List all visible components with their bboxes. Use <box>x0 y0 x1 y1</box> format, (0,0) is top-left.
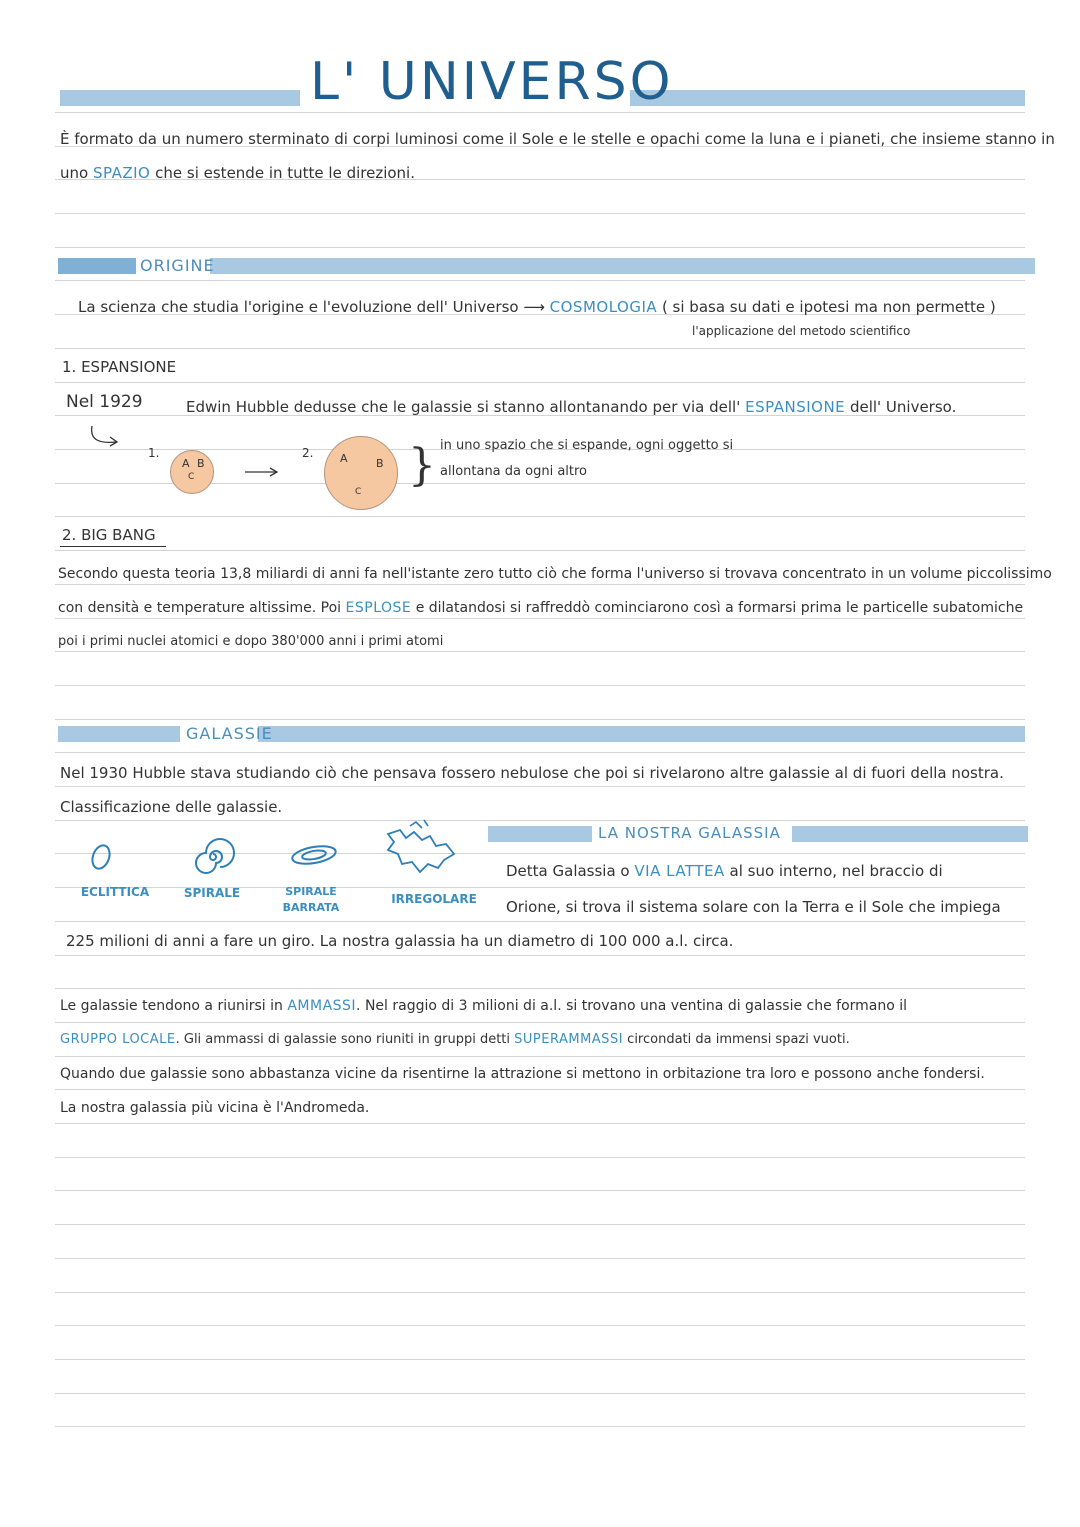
origine-line <box>78 298 996 316</box>
ruled-line <box>55 820 1025 821</box>
ruled-line <box>55 719 1025 720</box>
ruled-line <box>55 1190 1025 1191</box>
galaxy-type-barred-spiral: SPIRALE BARRATA <box>282 885 340 914</box>
bigbang-line-3: poi i primi nuclei atomici e dopo 380'000 anni i primi atomi <box>58 634 444 649</box>
superammassi-highlight: SUPERAMMASSI <box>514 1032 624 1047</box>
ruled-line <box>55 955 1025 956</box>
title-bar-left <box>60 90 300 106</box>
diagram-step-1: 1. <box>148 446 160 460</box>
ruled-line <box>55 1426 1025 1427</box>
bigbang-line-2-post: e dilatandosi si raffreddò cominciarono così a formarsi prima le particelle subatomiche <box>415 600 1024 616</box>
brace-icon: } <box>408 440 436 491</box>
nostra-line-1-pre: Detta Galassia o <box>506 862 630 880</box>
ruled-line <box>55 1022 1025 1023</box>
ruled-line <box>55 550 1025 551</box>
ruled-line <box>55 618 1025 619</box>
ammassi-line-2 <box>60 1032 850 1047</box>
ammassi-line-1-pre: Le galassie tendono a riunirsi in <box>60 998 283 1014</box>
origine-bar-left <box>58 258 136 274</box>
diagram-step-2: 2. <box>302 446 314 460</box>
ruled-line <box>55 1224 1025 1225</box>
ruled-line <box>55 1393 1025 1394</box>
barred-spiral-galaxy-icon <box>288 838 340 872</box>
ruled-line <box>55 584 1025 585</box>
page-title: L' UNIVERSO <box>310 52 674 112</box>
ruled-line <box>55 1089 1025 1090</box>
bigbang-line-2 <box>58 600 1023 616</box>
nostra-line-3: 225 milioni di anni a fare un giro. La nostra galassia ha un diametro di 100 000 a.l. circa. <box>66 932 734 950</box>
ruled-line <box>55 247 1025 248</box>
ruled-line <box>55 516 1025 517</box>
nostra-bar-left <box>488 826 592 842</box>
galassie-bar-left <box>58 726 180 742</box>
bigbang-line-1: Secondo questa teoria 13,8 miliardi di anni fa nell'istante zero tutto ciò che forma l'universo si trovava concentrato in un volume piccolissimo <box>58 566 1052 582</box>
irregular-galaxy-icon <box>380 816 462 882</box>
origine-heading: ORIGINE <box>140 256 215 275</box>
ruled-line <box>55 921 1025 922</box>
point-b-large: B <box>376 457 384 470</box>
intro-line-2 <box>60 164 415 182</box>
ammassi-line-4: La nostra galassia più vicina è l'Andromeda. <box>60 1100 370 1116</box>
espansione-heading: 1. ESPANSIONE <box>62 358 177 376</box>
nostra-line-1 <box>506 862 943 880</box>
ruled-line <box>55 1292 1025 1293</box>
ruled-line <box>55 685 1025 686</box>
ruled-line <box>55 1359 1025 1360</box>
intro-line-2-post: che si estende in tutte le direzioni. <box>155 164 415 182</box>
galassie-line-1: Nel 1930 Hubble stava studiando ciò che pensava fossero nebulose che poi si rivelarono altre galassie al di fuori della nostra. <box>60 764 1004 782</box>
ruled-line <box>55 651 1025 652</box>
galassie-heading: GALASSIE <box>186 724 273 743</box>
nostra-line-1-post: al suo interno, nel braccio di <box>729 862 943 880</box>
bigbang-heading: 2. BIG BANG <box>62 526 156 544</box>
point-a-large: A <box>340 452 348 465</box>
nostra-bar-right <box>792 826 1028 842</box>
galassie-line-2: Classificazione delle galassie. <box>60 798 283 816</box>
expand-arrow-icon <box>244 466 280 478</box>
point-c-small: C <box>188 472 195 482</box>
ruled-line <box>55 280 1025 281</box>
bigbang-underline <box>60 546 166 547</box>
ruled-line <box>55 1325 1025 1326</box>
origine-line-post: ( si basa su dati e ipotesi ma non permette ) <box>661 298 996 316</box>
large-universe-circle <box>324 436 398 510</box>
ammassi-line-2-post: circondati da immensi spazi vuoti. <box>627 1032 850 1047</box>
spiral-galaxy-icon <box>190 834 236 880</box>
title-bar-right <box>630 90 1025 106</box>
ruled-line <box>55 786 1025 787</box>
diagram-note-1: in uno spazio che si espande, ogni oggetto si <box>440 438 734 453</box>
via-lattea-highlight: VIA LATTEA <box>634 862 725 880</box>
ruled-line <box>55 1056 1025 1057</box>
ruled-line <box>55 752 1025 753</box>
intro-line-1: È formato da un numero sterminato di corpi luminosi come il Sole e le stelle e opachi come la luna e i pianeti, che insieme stanno in <box>60 130 1055 148</box>
point-b-small: B <box>197 457 205 470</box>
ruled-line <box>55 1258 1025 1259</box>
point-a-small: A <box>182 457 190 470</box>
spazio-highlight: SPAZIO <box>92 164 151 182</box>
ruled-line <box>55 112 1025 113</box>
origine-line-pre: La scienza che studia l'origine e l'evoluzione dell' Universo <box>78 298 519 316</box>
curved-arrow-icon <box>86 424 126 454</box>
ammassi-line-2-mid: . Gli ammassi di galassie sono riuniti in gruppi detti <box>175 1032 510 1047</box>
ruled-line <box>55 1123 1025 1124</box>
cosmologia-highlight: COSMOLOGIA <box>549 298 658 316</box>
diagram-note-2: allontana da ogni altro <box>440 464 588 479</box>
ruled-line <box>55 1157 1025 1158</box>
esplose-highlight: ESPLOSE <box>345 600 412 616</box>
point-c-large: C <box>355 487 362 497</box>
ammassi-line-1-post: . Nel raggio di 3 milioni di a.l. si trovano una ventina di galassie che formano il <box>356 998 908 1014</box>
espansione-highlight: ESPANSIONE <box>745 398 846 416</box>
intro-line-2-pre: uno <box>60 164 89 182</box>
bigbang-line-2-pre: con densità e temperature altissime. Poi <box>58 600 342 616</box>
arrow-right-icon: ⟶ <box>523 298 545 316</box>
ammassi-highlight: AMMASSI <box>287 998 357 1014</box>
nostra-line-2: Orione, si trova il sistema solare con la Terra e il Sole che impiega <box>506 898 1001 916</box>
ruled-line <box>55 382 1025 383</box>
ruled-line <box>55 988 1025 989</box>
ruled-line <box>55 213 1025 214</box>
ruled-line <box>55 348 1025 349</box>
galaxy-type-elliptical: ECLITTICA <box>80 885 150 899</box>
origine-bar-right <box>210 258 1035 274</box>
ammassi-line-3: Quando due galassie sono abbastanza vicine da risentirne la attrazione si mettono in orbitazione tra loro e possono anche fondersi. <box>60 1066 985 1082</box>
espansione-text-pre: Edwin Hubble dedusse che le galassie si stanno allontanando per via dell' <box>186 398 741 416</box>
espansione-text-post: dell' Universo. <box>849 398 957 416</box>
galaxy-type-irregular: IRREGOLARE <box>391 892 477 906</box>
nostra-galassia-heading: LA NOSTRA GALASSIA <box>598 824 781 842</box>
elliptical-galaxy-icon <box>86 840 116 874</box>
galassie-bar-right <box>258 726 1025 742</box>
gruppo-locale-highlight: GRUPPO LOCALE <box>60 1032 176 1047</box>
espansione-text <box>186 398 956 416</box>
origine-sub-line: l'applicazione del metodo scientifico <box>692 324 911 338</box>
espansione-year: Nel 1929 <box>66 392 143 412</box>
galaxy-type-spiral: SPIRALE <box>183 886 241 900</box>
ammassi-line-1 <box>60 998 907 1014</box>
